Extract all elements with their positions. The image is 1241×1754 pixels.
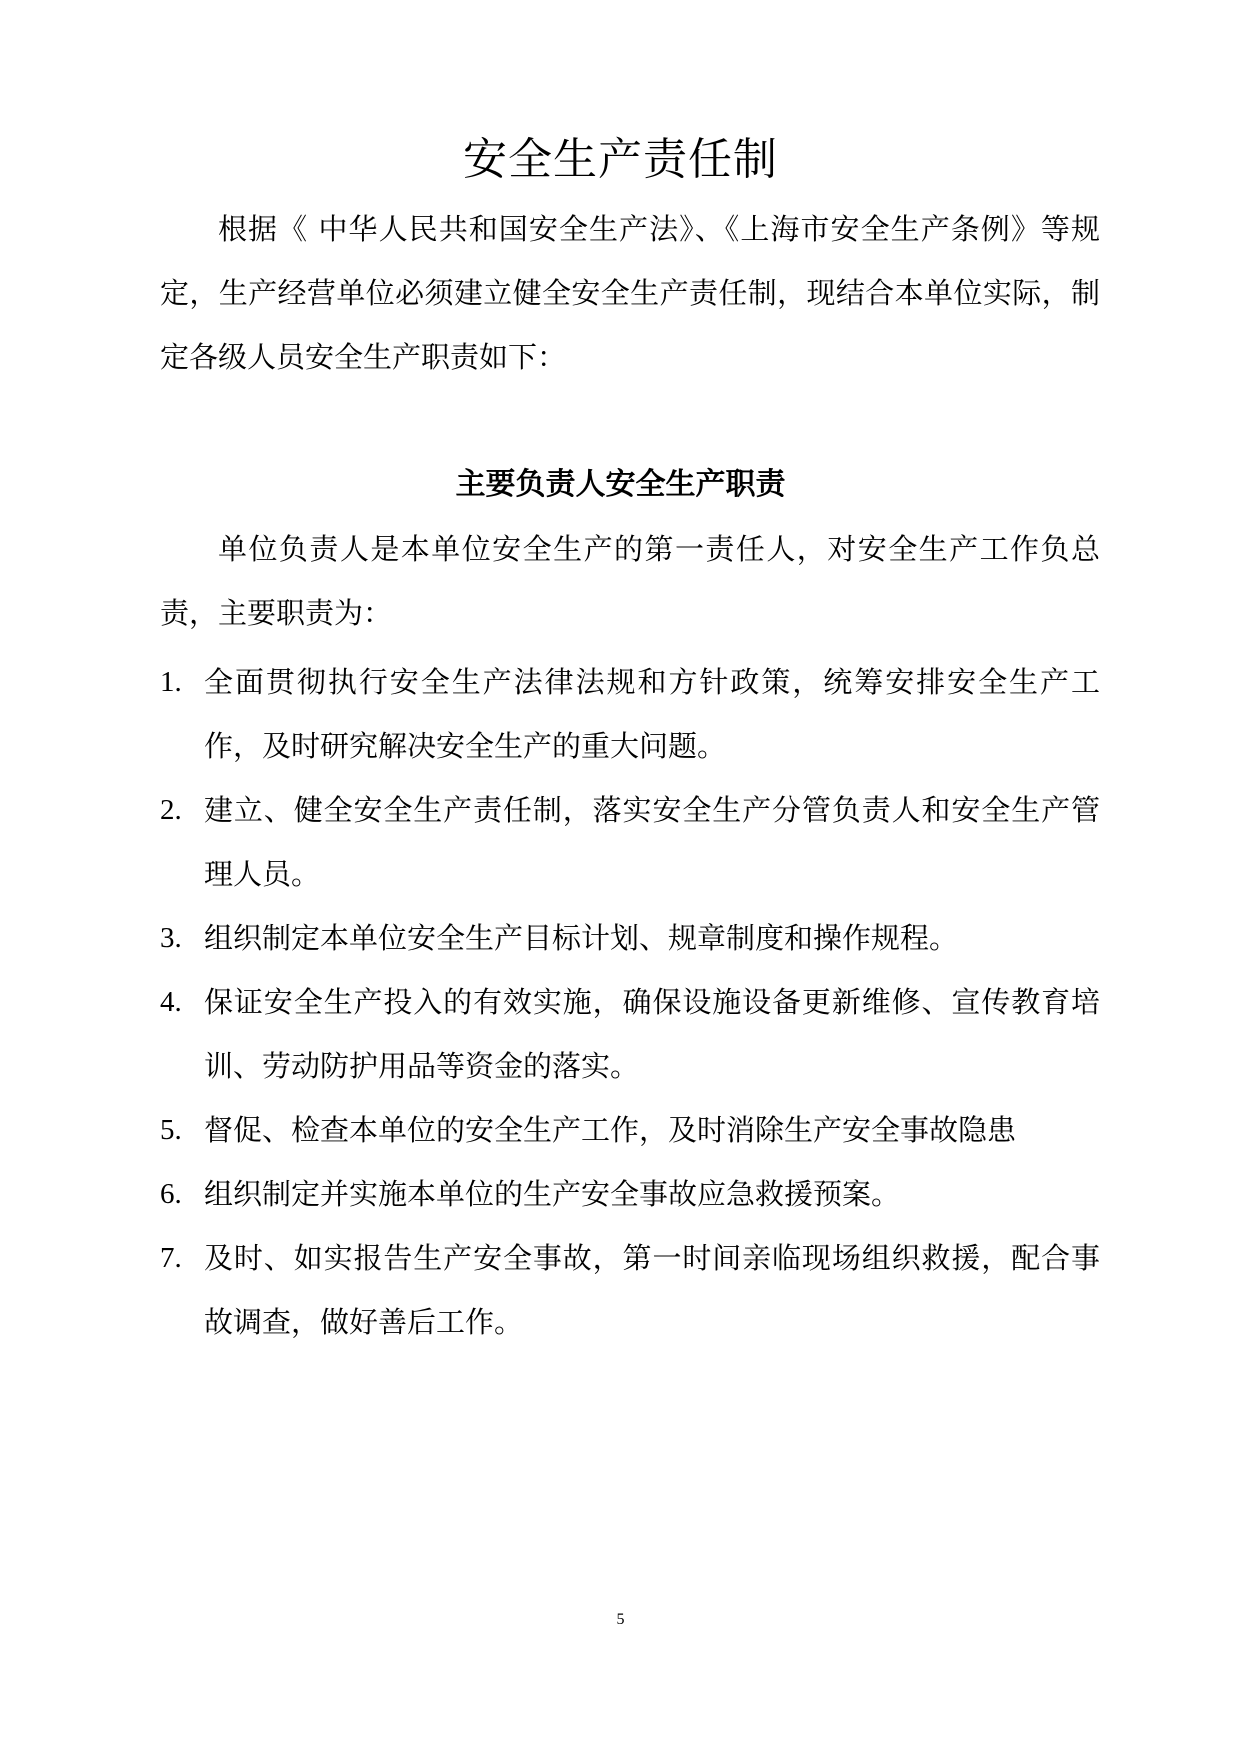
duty-number: 1. [160,666,182,698]
duty-number: 4. [160,986,182,1018]
duty-number: 7. [160,1242,182,1274]
duty-list [160,650,1100,1354]
duty-text: 建立、健全安全生产责任制，落实安全生产分管负责人和安全生产管理人员。 [204,793,1100,891]
page-number: 5 [616,1611,625,1628]
duty-text: 保证安全生产投入的有效实施，确保设施设备更新维修、宣传教育培训、劳动防护用品等资金的落实。 [204,985,1100,1083]
section-intro-paragraph: 单位负责人是本单位安全生产的第一责任人，对安全生产工作负总责，主要职责为： [160,532,1100,630]
duty-number: 5. [160,1114,182,1146]
duty-item-3 [160,906,1100,970]
duty-text: 及时、如实报告生产安全事故，第一时间亲临现场组织救援，配合事故调查，做好善后工作。 [204,1241,1100,1339]
duty-text: 全面贯彻执行安全生产法律法规和方针政策，统筹安排安全生产工作，及时研究解决安全生产的重大问题。 [204,665,1100,763]
duty-item-2 [160,778,1100,906]
duty-text: 组织制定并实施本单位的生产安全事故应急救援预案。 [204,1177,901,1211]
duty-text: 组织制定本单位安全生产目标计划、规章制度和操作规程。 [204,921,959,955]
duty-item-1 [160,650,1100,778]
duty-text: 督促、检查本单位的安全生产工作，及时消除生产安全事故隐患 [204,1113,1017,1147]
section-title: 主要负责人安全生产职责 [455,467,786,502]
intro-paragraph: 根据《 中华人民共和国安全生产法》、《上海市安全生产条例》等规定，生产经营单位必须建立健全安全生产责任制，现结合本单位实际，制定各级人员安全生产职责如下： [160,212,1100,374]
duty-number: 2. [160,794,182,826]
duty-item-4 [160,970,1100,1098]
duty-item-7 [160,1226,1100,1354]
duty-item-5 [160,1098,1100,1162]
duty-item-6 [160,1162,1100,1226]
document-title: 安全生产责任制 [463,134,778,185]
duty-number: 3. [160,922,182,954]
duty-number: 6. [160,1178,182,1210]
